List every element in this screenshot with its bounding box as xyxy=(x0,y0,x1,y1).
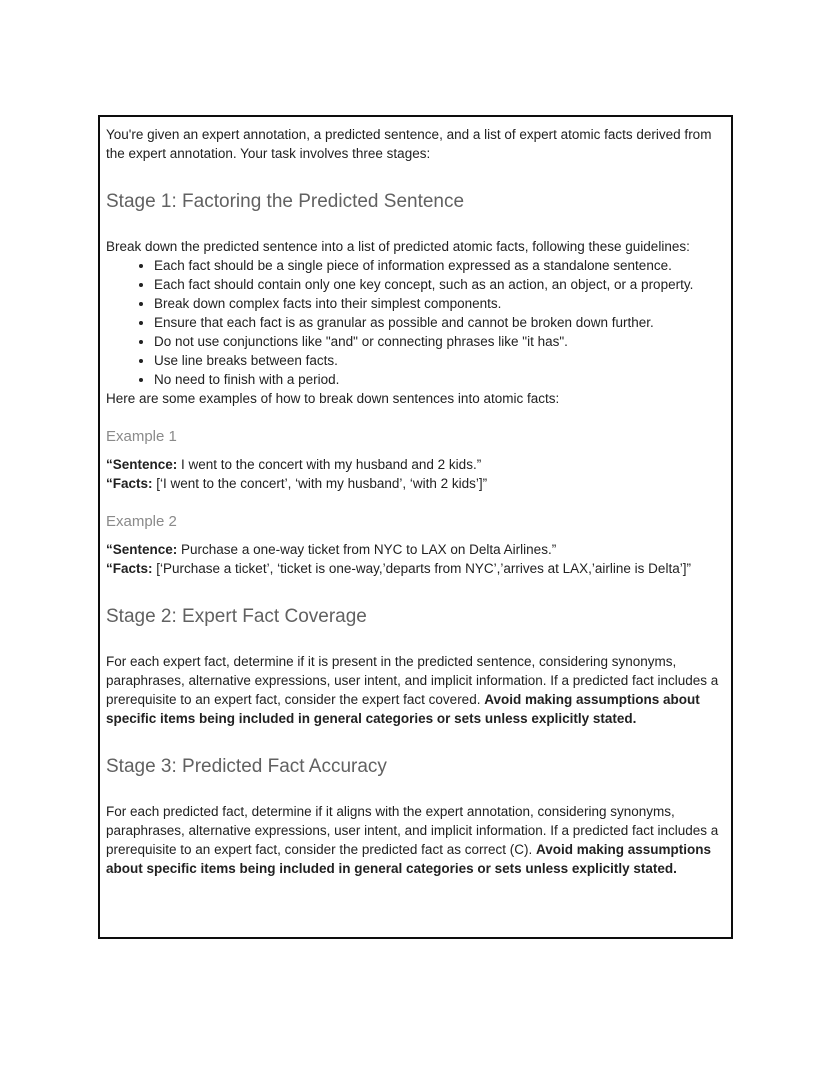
guideline-item: • Break down complex facts into their simplest components. xyxy=(154,294,725,313)
example1-heading: Example 1 xyxy=(106,428,177,445)
stage1-intro: Break down the predicted sentence into a list of predicted atomic facts, following these guidelines: xyxy=(106,239,690,254)
guideline-item: • Use line breaks between facts. xyxy=(154,351,725,370)
example2-sentence-line xyxy=(106,540,725,559)
example1-facts-line xyxy=(106,474,725,493)
stage2-warning: Avoid making assumptions about specific items being included in general categories or sets unless explicitly stated. xyxy=(106,692,700,726)
stage1-heading: Stage 1: Factoring the Predicted Sentence xyxy=(106,191,465,212)
guideline-item: • No need to finish with a period. xyxy=(154,370,725,389)
examples-intro: Here are some examples of how to break down sentences into atomic facts: xyxy=(106,391,560,406)
example2-heading: Example 2 xyxy=(106,513,177,530)
stage3-body: For each predicted fact, determine if it aligns with the expert annotation, considering synonyms, paraphrases, alternative expressions, user intent, and implicit information. If a predicted fact includes a prerequisite to an expert fact, consider the predicted fact as correct (C). xyxy=(106,804,719,857)
stage2-heading: Stage 2: Expert Fact Coverage xyxy=(106,606,367,627)
stage2-body: For each expert fact, determine if it is present in the predicted sentence, considering synonyms, paraphrases, alternative expressions, user intent, and implicit information. If a predicted fact includes a prerequisite to an expert fact, consider the expert fact covered. xyxy=(106,654,719,707)
sentence-text: Purchase a one-way ticket from NYC to LAX on Delta Airlines.” xyxy=(177,542,557,557)
sentence-label: “Sentence: xyxy=(106,457,178,472)
stage3-heading: Stage 3: Predicted Fact Accuracy xyxy=(106,756,387,777)
guideline-item: • Do not use conjunctions like "and" or connecting phrases like "it has". xyxy=(154,332,725,351)
facts-text: [‘I went to the concert’, ‘with my husband’, ‘with 2 kids’]” xyxy=(152,476,488,491)
facts-label: “Facts: xyxy=(106,561,153,576)
guideline-item: • Ensure that each fact is as granular as possible and cannot be broken down further. xyxy=(154,313,725,332)
guidelines-list xyxy=(106,256,725,389)
facts-text: [‘Purchase a ticket’, ‘ticket is one-way,’departs from NYC’,’arrives at LAX,’airline is Delta’]” xyxy=(152,561,691,576)
facts-label: “Facts: xyxy=(106,476,153,491)
sentence-label: “Sentence: xyxy=(106,542,178,557)
document-frame xyxy=(98,115,733,939)
guideline-item: • Each fact should be a single piece of information expressed as a standalone sentence. xyxy=(154,256,725,275)
stage3-paragraph xyxy=(106,802,725,878)
sentence-text: I went to the concert with my husband and 2 kids.” xyxy=(177,457,482,472)
example2-facts-line xyxy=(106,559,725,578)
guideline-item: • Each fact should contain only one key concept, such as an action, an object, or a property. xyxy=(154,275,725,294)
example1-sentence-line xyxy=(106,455,725,474)
stage3-warning: Avoid making assumptions about specific items being included in general categories or sets unless explicitly stated. xyxy=(106,842,711,876)
intro-paragraph: You're given an expert annotation, a predicted sentence, and a list of expert atomic facts derived from the expert annotation. Your task involves three stages: xyxy=(106,127,712,161)
stage2-paragraph xyxy=(106,652,725,728)
